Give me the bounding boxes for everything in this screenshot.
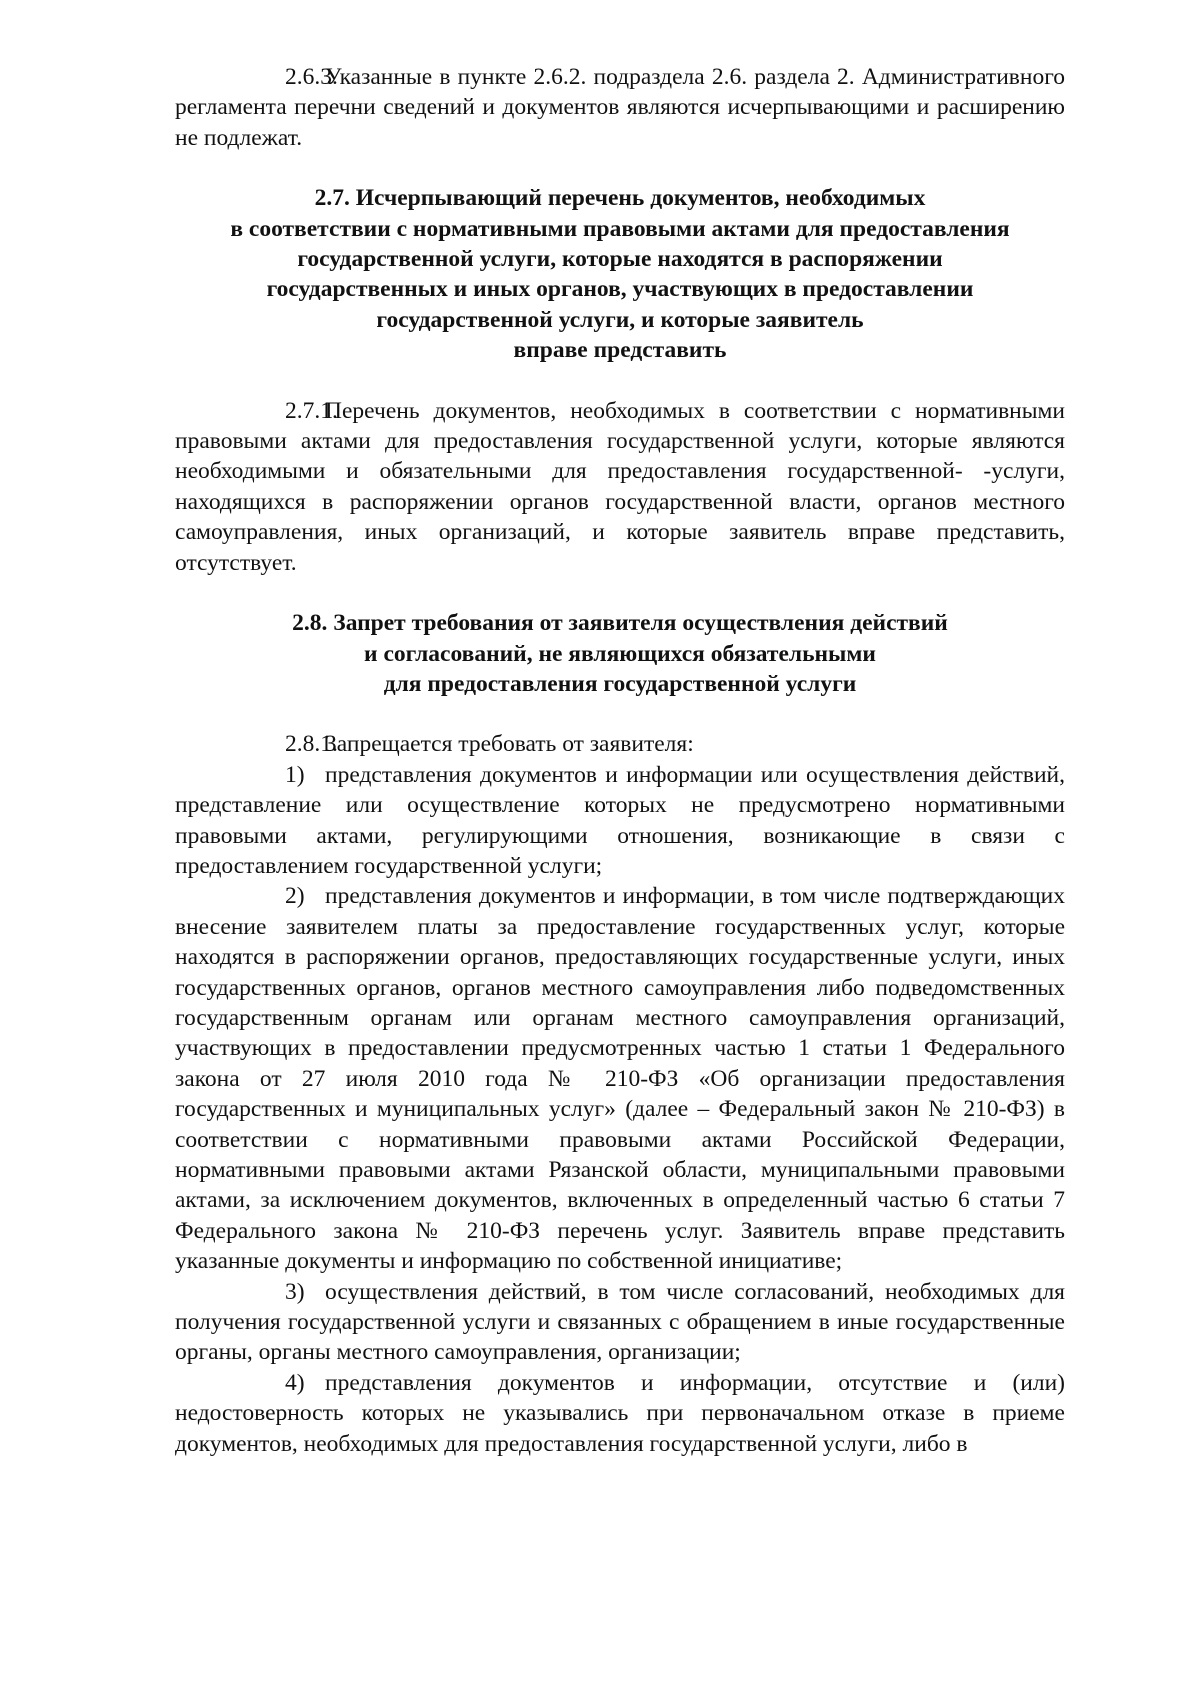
list-item [175, 760, 1065, 882]
section-2-8-heading [175, 608, 1065, 699]
heading-line: государственных и иных органов, участвующих в предоставлении [266, 276, 974, 303]
paragraph-2-6-3 [175, 62, 1065, 153]
list-item-number: 1) [285, 761, 305, 788]
heading-line: для предоставления государственной услуги [383, 670, 857, 697]
heading-line: 2.7. Исчерпывающий перечень документов, необходимых [314, 185, 926, 212]
paragraph-number: 2.6.3. [285, 64, 338, 90]
paragraph-text: Перечень документов, необходимых в соответствии с нормативными правовыми актами для предоставления государственной услуги, которые являются необходимыми и обязательными для предоставления государственной- -услуги, находящихся в распоряжении органов государственной власти, органов местного самоуправления, иных организаций, и которые заявитель вправе представить, отсутствует. [175, 397, 1065, 576]
list-item [175, 1368, 1065, 1459]
list-item-text: представления документов и информации или осуществления действий, представление или осуществление которых не предусмотрено нормативными правовыми актами, регулирующими отношения, возникающие в связи с предоставлением государственной услуги; [175, 761, 1065, 879]
heading-line: и согласований, не являющихся обязательными [364, 640, 876, 667]
list-item-text: осуществления действий, в том числе согласований, необходимых для получения государственной услуги и связанных с обращением в иные государственные органы, органы местного самоуправления, организации; [175, 1278, 1065, 1366]
heading-line: 2.8. Запрет требования от заявителя осуществления действий [292, 610, 948, 637]
heading-line: в соответствии с нормативными правовыми актами для предоставления [230, 215, 1010, 242]
document-page [175, 62, 1065, 1459]
list-item-text: представления документов и информации, отсутствие и (или) недостоверность которых не указывались при первоначальном отказе в приеме документов, необходимых для предоставления государственной услуги, либо в [175, 1369, 1065, 1457]
heading-line: вправе представить [513, 337, 727, 364]
section-2-7-heading [175, 183, 1065, 365]
paragraph-2-7-1 [175, 396, 1065, 578]
paragraph-number: 2.8.1. [285, 731, 338, 758]
paragraph-text: Запрещается требовать от заявителя: [325, 731, 694, 758]
list-item-text: представления документов и информации, в том числе подтверждающих внесение заявителем платы за предоставление государственных услуг, которые находятся в распоряжении органов, предоставляющих государственные услуги, иных государственных органов, органов местного самоуправления либо подведомственных государственным органам или органам местного самоуправления организаций, участвующих в предоставлении предусмотренных частью 1 статьи 1 Федерального закона от 27 июля 2010 года № 210-ФЗ «Об организации предоставления государственных и муниципальных услуг» (далее – Федеральный закон № 210-ФЗ) в соответствии с нормативными правовыми актами Российской Федерации, нормативными правовыми актами Рязанской области, муниципальными правовыми актами, за исключением документов, включенных в определенный частью 6 статьи 7 Федерального закона № 210-ФЗ перечень услуг. Заявитель вправе представить указанные документы и информацию по собственной инициативе; [175, 883, 1065, 1275]
paragraph-2-8-1 [175, 729, 1065, 759]
paragraph-number: 2.7.1. [285, 397, 338, 424]
list-item [175, 881, 1065, 1276]
list-item-number: 2) [285, 883, 305, 910]
list-item-number: 3) [285, 1278, 305, 1305]
heading-line: государственной услуги, и которые заявитель [376, 306, 864, 333]
paragraph-text: Указанные в пункте 2.6.2. подраздела 2.6. раздела 2. Административного регламента перечни сведений и документов являются исчерпывающими и расширению не подлежат. [175, 64, 1065, 151]
list-item-number: 4) [285, 1369, 305, 1396]
heading-line: государственной услуги, которые находятся в распоряжении [297, 246, 943, 273]
list-item [175, 1277, 1065, 1368]
